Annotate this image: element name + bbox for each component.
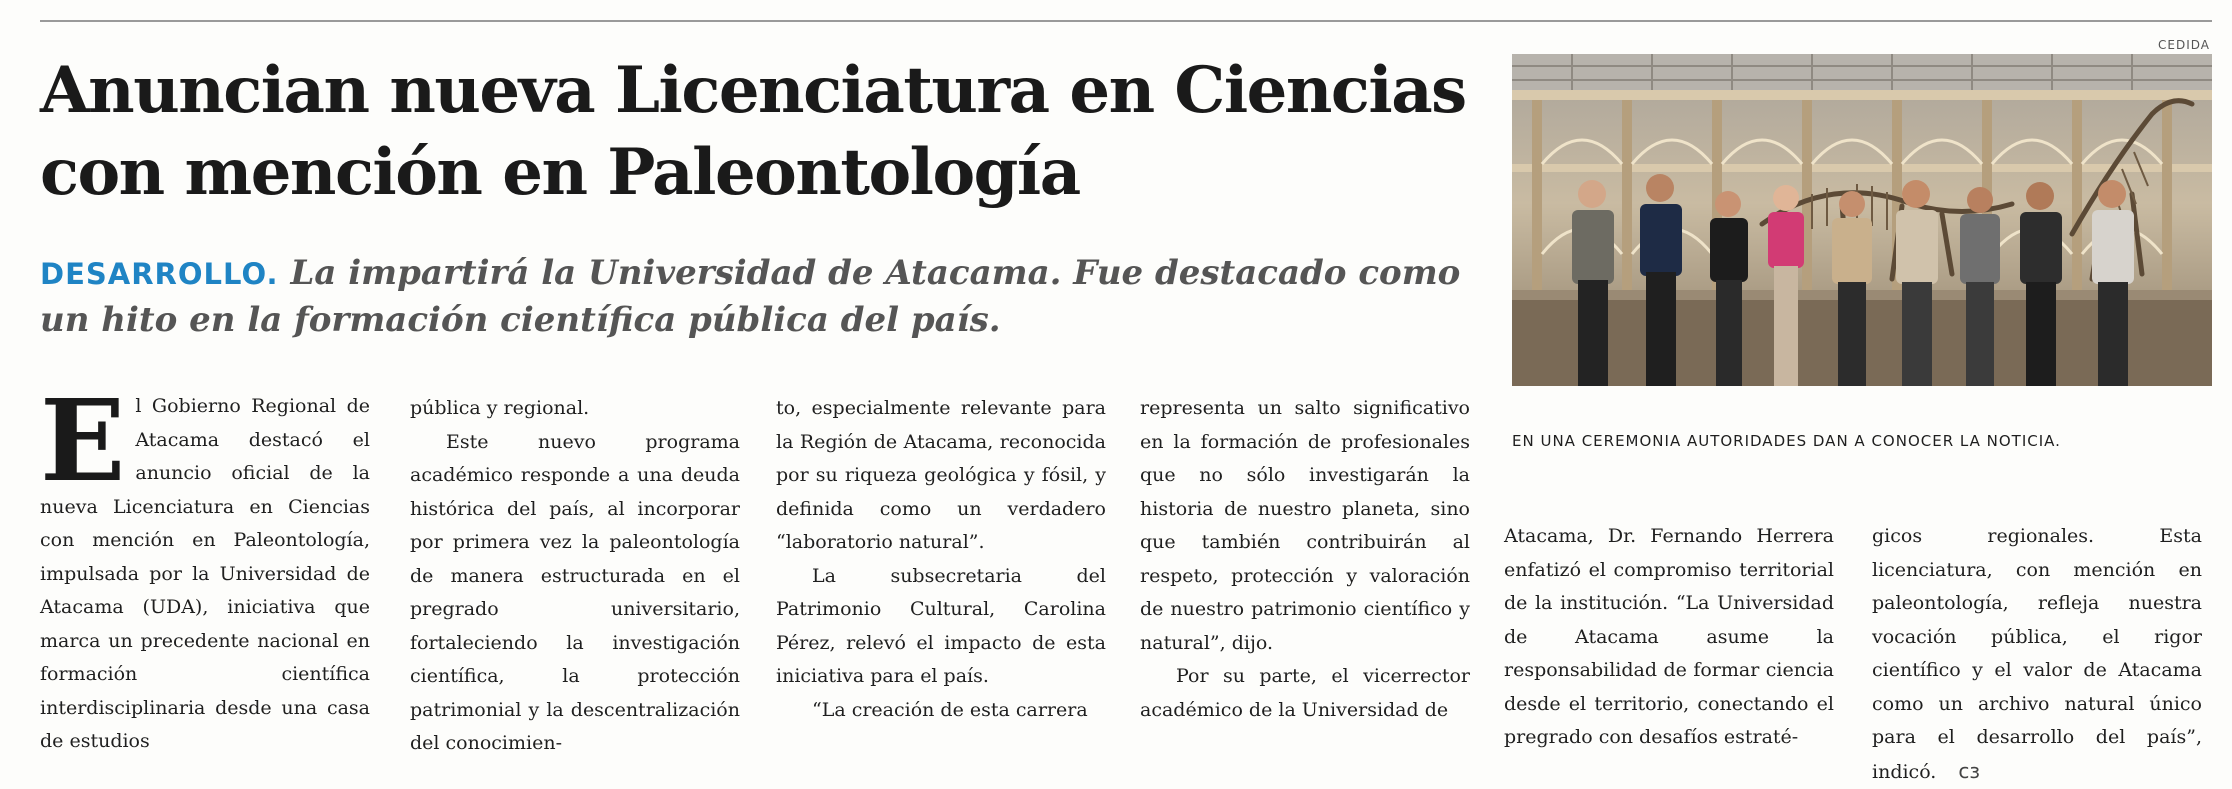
column-5	[1504, 520, 1834, 755]
section-kicker: DESARROLLO.	[40, 257, 279, 291]
paragraph: Por su parte, el vicerrector académico de la Universidad de	[1140, 665, 1470, 721]
column-3	[776, 392, 1106, 727]
photo-caption: EN UNA CEREMONIA AUTORIDADES DAN A CONOCER LA NOTICIA.	[1512, 432, 2061, 450]
paragraph: El Gobierno Regional de Atacama destacó el anuncio oficial de la nueva Licenciatura en Ciencias con mención en Paleontología, impulsada por la Universidad de Atacama (UDA), iniciativa que marca un precedente nacional en formación científica interdisciplinaria desde una casa de estudios	[40, 376, 370, 752]
paragraph: “La creación de esta carrera	[812, 698, 1088, 721]
headline	[40, 50, 1470, 214]
photo-credit: CEDIDA	[2158, 38, 2210, 52]
paragraph: gicos regionales. Esta licenciatura, con mención en paleontología, refleja nuestra vocación pública, el rigor científico y el valor de Atacama como un archivo natural único para el desarrollo del país”, indicó. cз	[1872, 520, 2202, 789]
column-1	[40, 376, 370, 759]
top-rule	[40, 20, 2212, 22]
paragraph: to, especialmente relevante para la Región de Atacama, reconocida por su riqueza geológica y fósil, y definida como un verdadero “laboratorio natural”.	[776, 397, 1106, 553]
column-4	[1140, 392, 1470, 727]
dropcap: E	[40, 376, 126, 507]
summary: La impartirá la Universidad de Atacama. Fue destacado como un hito en la formación científica pública del país.	[40, 253, 1461, 340]
end-mark-icon: cз	[1958, 758, 1980, 783]
paragraph: Este nuevo programa académico responde a una deuda histórica del país, al incorporar por primera vez la paleontología de manera estructurada en el pregrado universitario, fortaleciendo la investigación científica, la protección patrimonial y la descentralización del conocimien-	[410, 430, 740, 754]
headline-line-1: Anuncian nueva Licenciatura en Ciencias	[40, 53, 1466, 128]
paragraph: Atacama, Dr. Fernando Herrera enfatizó el compromiso territorial de la institución. “La Universidad de Atacama asume la responsabilidad de formar ciencia desde el territorio, conectando el pregrado con desafíos estraté-	[1504, 525, 1834, 748]
paragraph: pública y regional.	[410, 397, 590, 419]
column-2	[410, 392, 740, 761]
column-6	[1872, 520, 2202, 789]
article-photo	[1512, 54, 2212, 386]
headline-line-2: con mención en Paleontología	[40, 135, 1080, 210]
deck	[40, 250, 1480, 343]
paragraph: representa un salto significativo en la formación de profesionales que no sólo investigarán la historia de nuestro planeta, sino que también contribuirán al respeto, protección y valoración de nuestro patrimonio científico y natural”, dijo.	[1140, 397, 1470, 654]
paragraph: La subsecretaria del Patrimonio Cultural, Carolina Pérez, relevó el impacto de esta iniciativa para el país.	[776, 564, 1106, 687]
